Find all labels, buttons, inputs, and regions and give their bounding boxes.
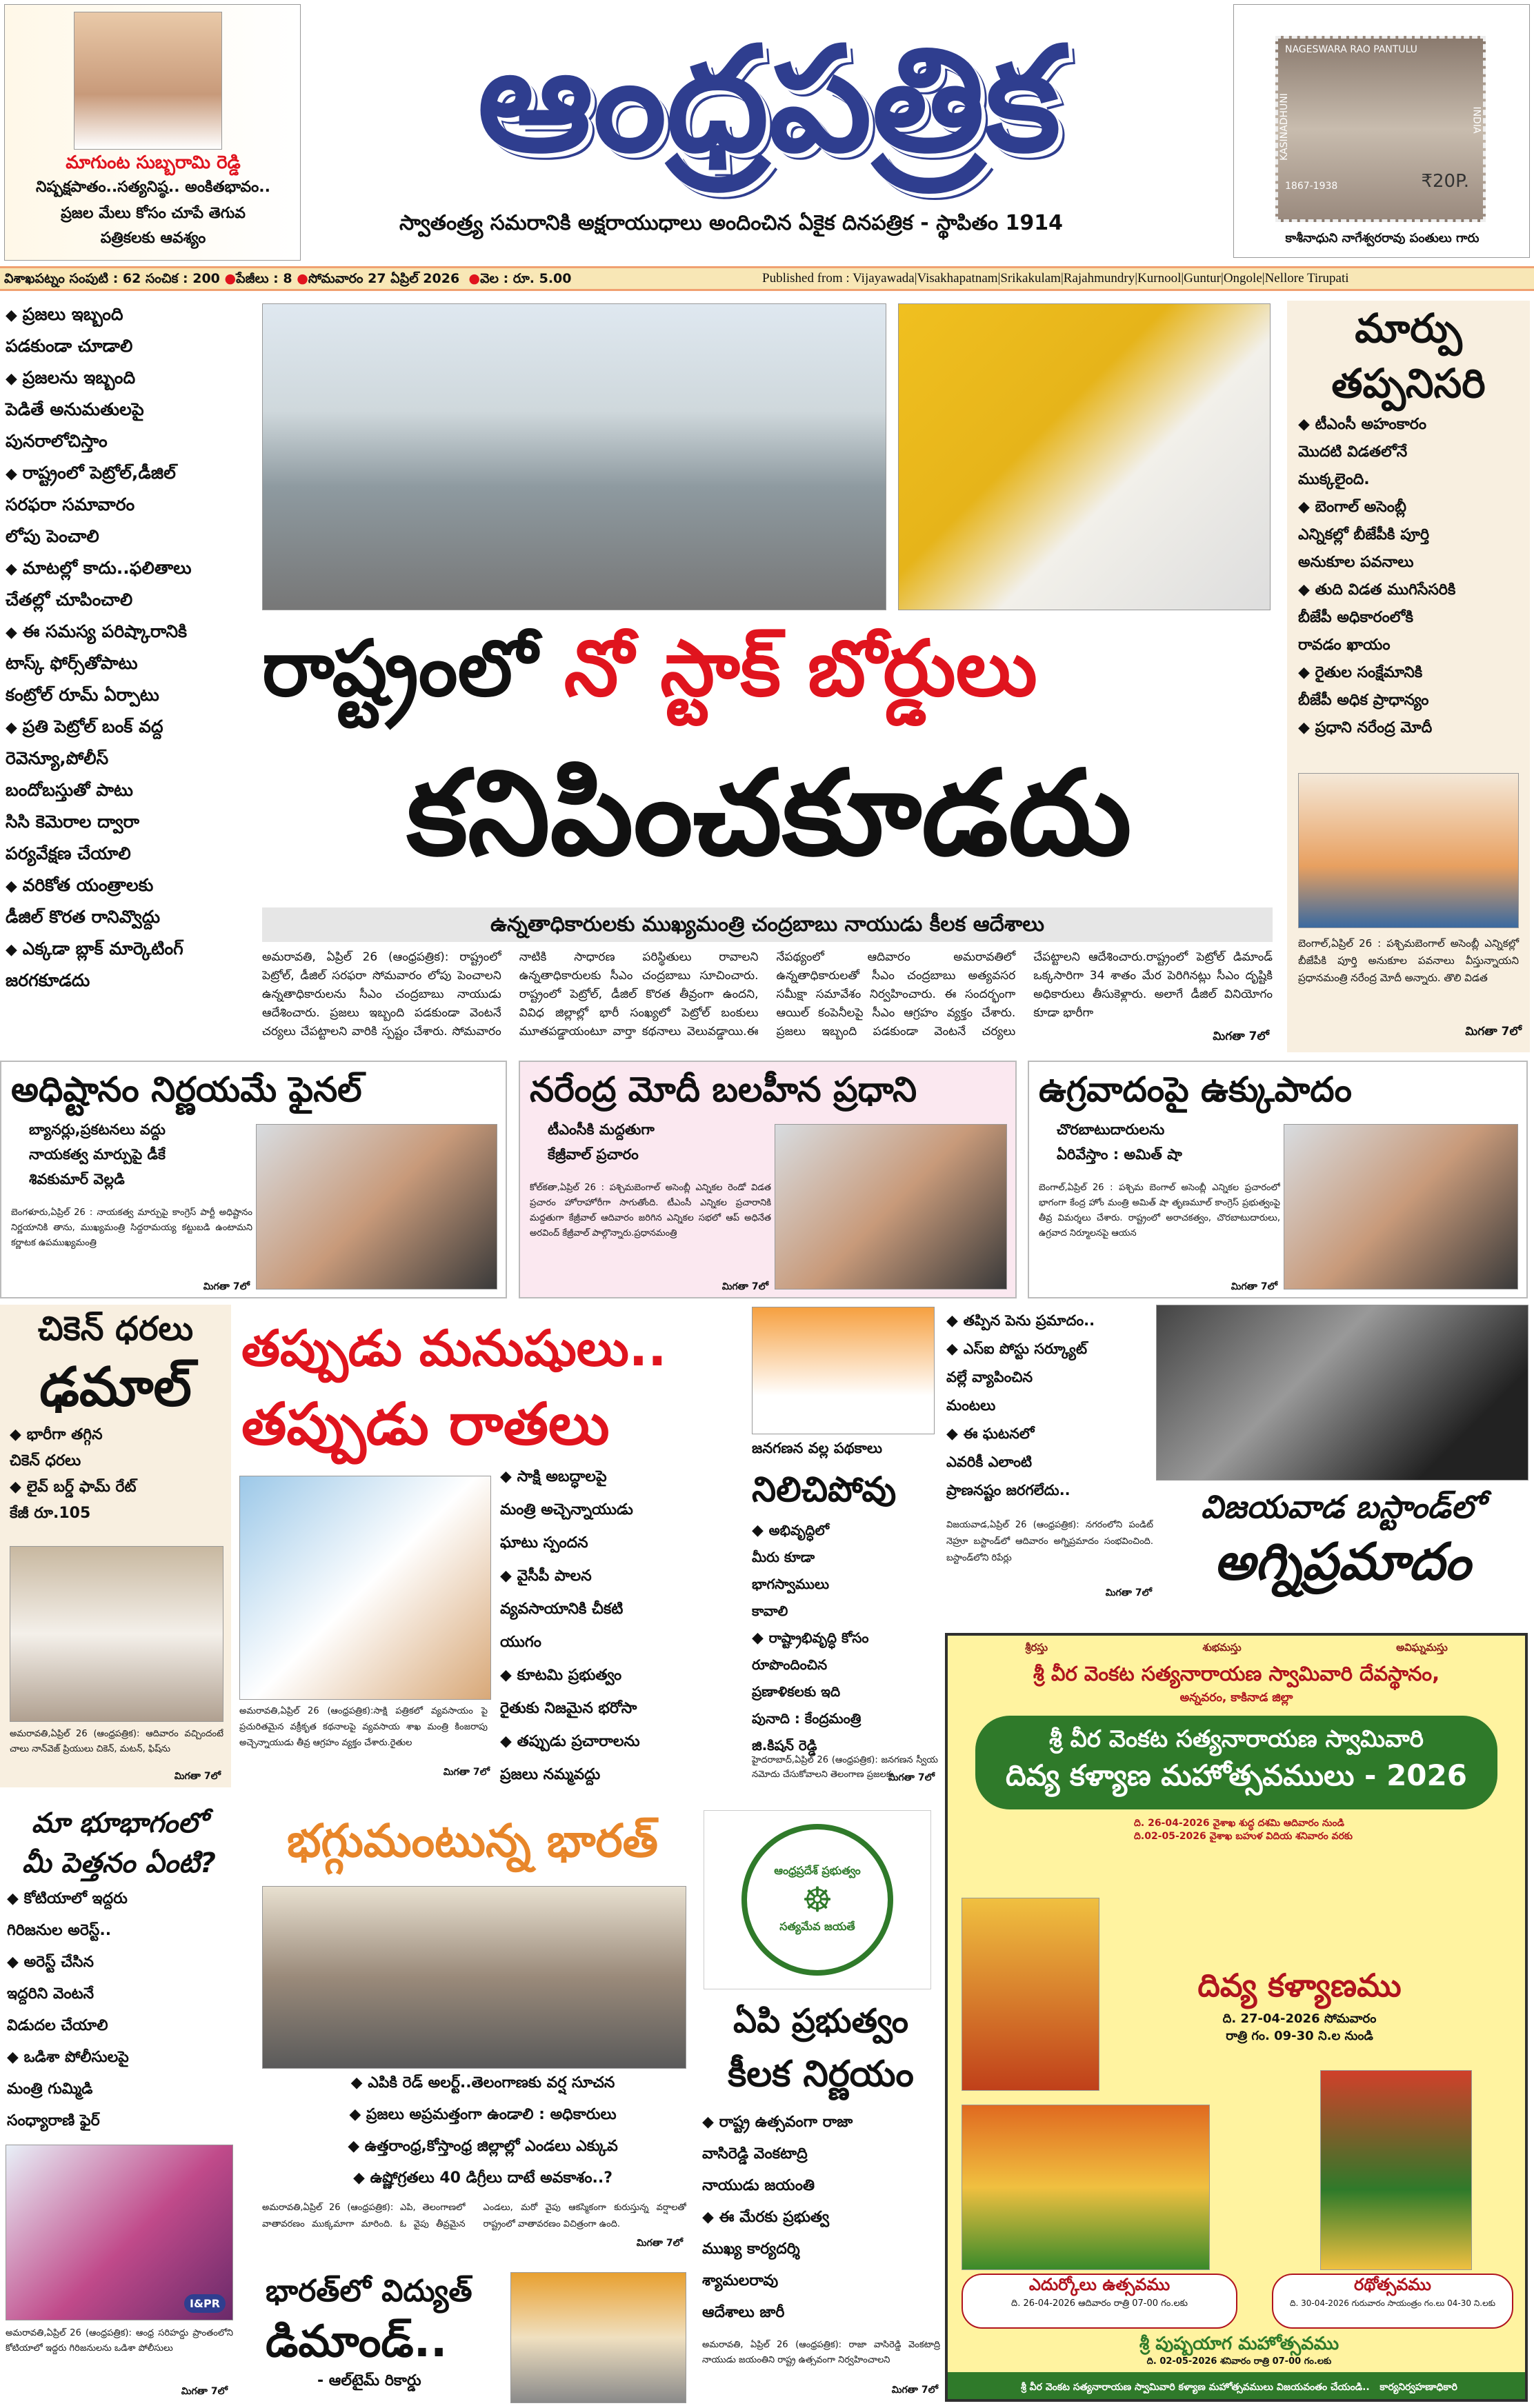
price: వెల : రూ. 5.00 (480, 271, 572, 286)
masthead-logo: ఆంధ్రపత్రిక (477, 15, 1061, 184)
kishan-reddy-photo (752, 1307, 935, 1434)
story-photo (256, 1124, 497, 1290)
modi-photo (1298, 773, 1519, 928)
bullet-item: సిసి కెమెరాల ద్వారా (6, 812, 140, 832)
kishan-continued[interactable]: మిగతా 7లో (888, 1772, 935, 1783)
kishan-kicker: జనగణన వల్ల పథకాలు (752, 1440, 882, 1456)
bullet-item: చికెన్ ధరలు (10, 1452, 81, 1469)
temple-advertisement (945, 1633, 1528, 2402)
chicken-box (0, 1305, 231, 1787)
volume-issue: విశాఖపట్నం సంపుటి : 62 సంచిక : 200 (4, 271, 220, 286)
ad-banner (975, 1716, 1497, 1809)
bullet-item: పడకుండా చూడాలి (6, 336, 133, 356)
bullet-item: చేతల్లో చూపించాలి (6, 590, 133, 610)
stamp-years: 1867-1938 (1285, 181, 1338, 192)
seal-text: ఆంధ్రప్రదేశ్ ప్రభుత్వం (774, 1864, 861, 1877)
ad-kalyanam: దివ్య కళ్యాణము (1197, 1967, 1402, 2004)
seal-motto: సత్యమేవ జయతే (779, 1920, 855, 1933)
stamp-country: INDIA (1471, 106, 1482, 134)
sponsor-quote-1: నిష్పక్షపాతం..సత్యనిష్ఠ.. అంకితభావం.. (35, 179, 271, 196)
land-continued[interactable]: మిగతా 7లో (181, 2386, 228, 2397)
bullet-item: కావాలి (752, 1603, 788, 1619)
bullet-item: ఎవరికీ ఎలాంటి (946, 1454, 1033, 1470)
chicken-photo (10, 1546, 223, 1722)
modi-title-2: తప్పనిసరి (1331, 360, 1486, 407)
bullet-item: ◆ ఒడిశా పోలీసులపై (7, 2042, 238, 2074)
bullet-item: మీరు కూడా (752, 1549, 815, 1565)
bullet-item: ◆ మాటల్లో కాదు..ఫలితాలు (6, 553, 255, 585)
ad-rathotsavam: రథోత్సవము (1354, 2275, 1431, 2294)
kishan-body: హైదరాబాద్,ఏప్రిల్ 26 (ఆంధ్రపత్రిక): జనగణన స్వీయ నమోదు చేసుకోవాలని తెలంగాణ ప్రజలకు (752, 1755, 938, 1780)
modi-continued[interactable]: మిగతా 7లో (1465, 1025, 1522, 1039)
lead-headline-2: కనిపించకూడదు (406, 745, 1132, 882)
modi-title-1: మార్పు (1355, 305, 1462, 352)
bullet-item: మంత్రి అచ్చెన్నాయుడు (500, 1501, 633, 1518)
ipr-badge: I&PR (184, 2294, 226, 2313)
bullet-item: నాయుడు జయంతి (702, 2177, 815, 2194)
ap-govt-title-2: కీలక నిర్ణయం (728, 2054, 914, 2095)
bullet-item: ప్రాణనష్టం జరగలేదు.. (946, 1482, 1070, 1498)
stamp-image (1275, 36, 1486, 222)
story-body: బెంగాల్,ఏప్రిల్ 26 : పశ్చిమ బెంగాల్ అసెంబ్లీ ఎన్నికల ప్రచారంలో భాగంగా కేంద్ర హోం మంత్రి అమిత్ షా తృణమూల్ కాంగ్రెస్ ప్రభుత్వంపై తీవ్ర విమర్శలు చేశారు. రాష్ట్రంలో అరాచకత్వం, చొరబాటుదారులు, ఉగ్రవాద నిర్మూలనపై ఆయన (1039, 1183, 1280, 1238)
story-box (519, 1061, 1017, 1298)
dateline-bar: విశాఖపట్నం సంపుటి : 62 సంచిక : 200 ●పేజీలు : 8 ●సోమవారం 27 ఏప్రిల్ 2026 ●వెల : రూ. 5.00 Published from : Vijayawada|Visakhapatnam|Srikakulam|Rajahmundry|Kurnool|Guntur|Ongole|Nellore Tirupati (0, 266, 1534, 291)
bullet-item: ◆ బెంగాల్ అసెంబ్లీ (1298, 494, 1530, 521)
bullet-item: జరగకూడదు (6, 970, 90, 990)
bullet-item: విడుదల చేయాలి (7, 2017, 108, 2034)
chandrababu-photo (898, 303, 1271, 610)
bullet-item: ముఖ్య కార్యదర్శి (702, 2240, 800, 2258)
ad-edurkolu: ఎదుర్కోలు ఉత్సవము (1028, 2275, 1171, 2294)
sponsor-photo (74, 12, 222, 150)
bullet-item: ◆ తుది విడత ముగిసేసరికి (1298, 576, 1530, 604)
story-box (1028, 1061, 1528, 1298)
chicken-bullets (0, 1422, 231, 1527)
bullet-item: పునరాలోచిస్తాం (6, 431, 108, 451)
bullet-item: గిరిజనుల అరెస్ట్.. (7, 1922, 112, 1939)
heat-bullets (276, 2067, 690, 2194)
fire-body: విజయవాడ,ఏప్రిల్ 26 (ఆంధ్రపత్రిక): నగరంలోని పండిట్ నెహ్రూ బస్టాండ్‌లో ఆదివారం అగ్నిప్రమాదం సంభవించింది. బస్టాండ్‌లోని రిపేర్లు (946, 1520, 1153, 1563)
ap-govt-continued[interactable]: మిగతా 7లో (891, 2385, 938, 2396)
ad-top-right: అవిఘ్నమస్తు (1396, 1641, 1448, 1654)
modi-bullets (1287, 411, 1530, 742)
edition: Kurnool (1137, 271, 1182, 285)
ad-top-left: శ్రీరస్తు (1025, 1641, 1048, 1654)
sponsor-quote-2: ప్రజల మేలు కోసం చూపే తెగువ (61, 205, 246, 222)
bullet-item: ◆ ప్రతి పెట్రోల్ బంక్ వద్ద (6, 712, 255, 743)
bullet-item: ◆ ప్రజలు ఇబ్బంది (6, 299, 255, 331)
story-bullet: ఏరివేస్తాం : అమిత్ షా (1057, 1146, 1182, 1163)
land-title-2: మీ పెత్తనం ఏంటి? (22, 1847, 216, 1879)
ad-place: అన్నవరం, కాకినాడ జిల్లా (1179, 1691, 1293, 1705)
bullet-item: ఎన్నికల్లో బీజేపీకి పూర్తి (1298, 526, 1430, 543)
false-news-bullets (500, 1461, 741, 1792)
lead-continued[interactable]: మిగతా 7లో (1213, 1030, 1269, 1043)
bullet-item: ◆ భారీగా తగ్గిన (10, 1422, 231, 1448)
bullet-item: శ్యామలరావు (702, 2272, 779, 2289)
story-body: కోల్‌కతా,ఏప్రిల్ 26 : పశ్చిమబెంగాల్ అసెంబ్లీ ఎన్నికల రెండో విడత ప్రచారం హోరాహోరీగా సాగుతోంది. టీఎంసీ ఎన్నికల ప్రచారానికి మద్దతుగా కేజ్రీవాల్ ఆదివారం జరిగిన ఎన్నికల సభలో ఆప్ అధినేత అరవింద్ కేజ్రీవాల్ పాల్గొన్నారు.ప్రధానమంత్రి (530, 1183, 771, 1238)
bullet-item: భాగస్వాములు (752, 1576, 830, 1592)
date: సోమవారం 27 ఏప్రిల్ 2026 (308, 271, 460, 286)
bullet-item: ◆ ఉత్తరాంధ్ర,కోస్తాంధ్ర జిల్లాల్లో ఎండలు ఎక్కువ (276, 2131, 690, 2163)
bullet-item: ◆ వైసీపీ పాలన (500, 1560, 741, 1593)
bullet-item: సరఫరా సమావారం (6, 494, 135, 514)
lead-headline-1 (262, 617, 1276, 721)
edition: Guntur (1184, 271, 1221, 285)
story-bullet: శివకుమార్ వెల్లడి (29, 1171, 125, 1187)
fire-title-2: అగ్నిప్రమాదం (1214, 1532, 1471, 1592)
ad-banner-1: శ్రీ వీర వెంకట సత్యనారాయణ స్వామివారి (1049, 1725, 1424, 1753)
bullet-item: ◆ తప్పుడు ప్రచారాలను (500, 1725, 741, 1758)
procession-image (962, 2105, 1210, 2270)
ad-edurkolu-date: ది. 26-04-2026 ఆదివారం రాత్రి 07-00 గం.లకు (1011, 2298, 1188, 2309)
bullet-item: బీజేపీ అధికారంలోకి (1298, 609, 1413, 626)
stamp-text: NAGESWARA RAO PANTULU (1285, 44, 1417, 55)
chariot-image (1320, 2070, 1472, 2270)
bullet-item: పునాది : కేంద్రమంత్రి (752, 1710, 861, 1727)
bullet-item: ప్రణాళికలకు ఇది (752, 1683, 841, 1700)
bullet-item: పర్యవేక్షణ చేయాలి (6, 843, 131, 863)
edition: Vijayawada (853, 271, 915, 285)
story-photo (1284, 1124, 1518, 1290)
bullet-item: ◆ ప్రధాని నరేంద్ర మోదీ (1298, 714, 1530, 742)
bullet-item: సంధ్యారాణి ఫైర్ (7, 2112, 100, 2129)
power-sub: - ఆల్‌టైమ్ రికార్డు (317, 2372, 421, 2389)
bullet-item: అనుకూల పవనాలు (1298, 554, 1414, 571)
bullet-item: లోపు పెంచాలి (6, 526, 99, 546)
ad-kalyanam-date: ది. 27-04-2026 సోమవారం (1222, 2011, 1377, 2026)
sponsor-box (4, 4, 301, 261)
bullet-item: కేజీ రూ.105 (10, 1505, 91, 1522)
land-box (0, 1803, 238, 2403)
ap-govt-title-1: ఏపి ప్రభుత్వం (733, 2002, 909, 2040)
bullet-item: ◆ తప్పిన పెను ప్రమాదం.. (946, 1307, 1153, 1335)
atchannaidu-photo (239, 1476, 491, 1700)
stamp-value: ₹20P. (1421, 171, 1469, 192)
heat-body: అమరావతి,ఏప్రిల్ 26 (ఆంధ్రపత్రిక): ఎపి, తెలంగాణలో వాతావరణం ముక్కమాగా మారింది. ఓ వైపు తీవ్రమైన ఎండలు, మరో వైపు ఆకస్మికంగా కురుస్తున్న వర్షాలతో రాష్ట్రంలో వాతావరణం విచిత్రంగా ఉంది. (262, 2203, 686, 2229)
story-bullet: బ్యానర్లు,ప్రకటనలు వద్దు (29, 1121, 166, 1138)
deity-image (962, 1898, 1099, 2091)
edition: Srikakulam (1000, 271, 1061, 285)
stamp-caption: కాశీనాధుని నాగేశ్వరరావు పంతులు గారు (1285, 231, 1480, 245)
land-bullets (0, 1883, 238, 2137)
story-photo (775, 1124, 1007, 1290)
power-tower-photo (510, 2272, 686, 2403)
chicken-continued[interactable]: మిగతా 7లో (174, 1771, 221, 1782)
stamp-box (1233, 4, 1530, 258)
fire-continued[interactable]: మిగతా 7లో (1105, 1587, 1152, 1598)
bullet-item: ◆ ప్రజలు అప్రమత్తంగా ఉండాలి : అధికారులు (276, 2099, 690, 2131)
false-news-continued[interactable]: మిగతా 7లో (443, 1767, 490, 1778)
bullet-item: ◆ ఎక్కడా బ్లాక్ మార్కెటింగ్ (6, 934, 255, 965)
ad-dates-2: ది.02-05-2026 వైశాఖ బహుళ విదియ శనివారం వరకు (1134, 1831, 1353, 1842)
ad-banner-2: దివ్య కళ్యాణ మహోత్సవములు - 2026 (1006, 1758, 1467, 1792)
ad-kalyanam-time: రాత్రి గం. 09-30 ని.ల నుండి (1226, 2029, 1373, 2043)
kishan-bullets (752, 1517, 938, 1759)
bullet-item: కంట్రోల్ రూమ్ ఏర్పాటు (6, 685, 159, 705)
story-continued[interactable]: మిగతా 7లో (1231, 1281, 1277, 1292)
ap-seal: ఆంధ్రప్రదేశ్ ప్రభుత్వం ☸ సత్యమేవ జయతే (704, 1810, 931, 1989)
power-title-2: డిమాండ్.. (266, 2316, 448, 2367)
ad-footer (948, 2372, 1528, 2402)
bullet-item: మంటలు (946, 1397, 996, 1414)
bullet-item: ఇద్దరిని వెంటనే (7, 1985, 94, 2003)
bullet-item: మొదటి విడతలోనే (1298, 443, 1408, 461)
bullet-item: ◆ ప్రజలను ఇబ్బంది (6, 363, 255, 394)
fire-bullets (946, 1307, 1153, 1505)
bullet-item: ◆ టీఎంసీ అహంకారం (1298, 411, 1530, 439)
bullet-item: ◆ కోటియాలో ఇద్దరు (7, 1883, 238, 1915)
sponsor-name: మాగుంట సుబ్బరామి రెడ్డి (66, 152, 241, 173)
bullet-item: రైతుకు నిజమైన భరోసా (500, 1700, 637, 1717)
bullet-item: వ్యవసాయానికి చీకటి (500, 1601, 624, 1618)
story-bullet: నాయకత్వ మార్పుపై డీకే (29, 1146, 166, 1163)
ad-dates-1: ది. 26-04-2026 వైశాఖ శుద్ధ దశమి ఆదివారం నుండి (1134, 1818, 1344, 1829)
bullet-item: ◆ రాష్ట్ర ఉత్సవంగా రాజా (702, 2107, 940, 2138)
ad-pushpayaga-date: ది. 02-05-2026 శనివారం రాత్రి 07-00 గం.లకు (1146, 2356, 1332, 2367)
stamp-side: KASINADHUNI (1278, 93, 1290, 161)
bullet-item: ◆ కూటమి ప్రభుత్వం (500, 1659, 741, 1692)
chicken-body: అమరావతి,ఏప్రిల్ 26 (ఆంధ్రపత్రిక): ఆదివారం వచ్చిందంటే చాలు నాన్‌వెజ్ ప్రియులు చికెన్, మటన్, ఫిష్‌ను (10, 1729, 223, 1754)
masthead-tagline: స్వాతంత్ర్య సమరానికి అక్షరాయుధాలు అందించిన ఏకైక దినపత్రిక - స్థాపితం 1914 (399, 211, 1063, 235)
edition: Rajahmundry (1063, 271, 1135, 285)
bullet-item: ◆ ఎస్‌ఐ పోస్టు సర్క్యూట్ (946, 1335, 1153, 1363)
bullet-item: జి.కిషన్ రెడ్డి (752, 1737, 817, 1754)
modi-body: బెంగాల్,ఏప్రిల్ 26 : పశ్చిమబెంగాల్ అసెంబ్లీ ఎన్నికల్లో బీజేపీకి పూర్తి అనుకూల పవనాలు వీస్తున్నాయని ప్రధానమంత్రి నరేంద్ర మోదీ అన్నారు. తొలి విడత (1298, 937, 1519, 984)
bullet-item: ◆ ఉష్ణోగ్రతలు 40 డిగ్రీలు దాటే అవకాశం..? (276, 2163, 690, 2194)
petrol-bunk-photo (262, 303, 886, 610)
land-body: అమరావతి,ఏప్రిల్ 26 (ఆంధ్రపత్రిక): ఆంధ్ర సరిహద్దు ప్రాంతంలోని కోటియాలో ఇద్దరు గిరిజనులను ఒడిశా పోలీసులు (6, 2328, 233, 2354)
lead-headline-1b: నో స్టాక్ బోర్డులు (564, 624, 1037, 714)
bullet-item: రావడం ఖాయం (1298, 636, 1391, 654)
kishan-title: నిలిచిపోవు (752, 1469, 897, 1509)
fire-photo (1156, 1305, 1528, 1481)
bullet-item: ◆ లైవ్ బర్డ్ ఫామ్ రేట్ (10, 1474, 231, 1501)
bullet-item: బందోబస్తుతో పాటు (6, 780, 133, 800)
ad-rathotsavam-date: ది. 30-04-2026 గురువారం సాయంత్రం గం.లు 04-30 ని.లకు (1290, 2298, 1495, 2308)
bullet-item: ◆ సాక్షి అబద్ధాలపై (500, 1461, 741, 1494)
story-title: అధిష్టానం నిర్ణయమే ఫైనల్ (11, 1070, 362, 1110)
bullet-item: ప్రజలు నమ్మవద్దు (500, 1766, 601, 1783)
ap-govt-body: అమరావతి, ఏప్రిల్ 26 (ఆంధ్రపత్రిక): రాజా వాసిరెడ్డి వెంకటాద్రి నాయుడు జయంతిని రాష్ట్ర ఉత్సవంగా నిర్వహించాలని (702, 2340, 940, 2365)
story-bullet: కేజ్రీవాల్ ప్రచారం (548, 1146, 639, 1163)
false-news-title-1: తప్పుడు మనుషులు.. (241, 1319, 667, 1377)
chicken-title-1: చికెన్ ధరలు (37, 1310, 194, 1348)
bullet-item: ఘాటు స్పందన (500, 1534, 588, 1552)
edition: Ongole (1223, 271, 1262, 285)
ap-govt-bullets (702, 2107, 940, 2329)
bullet-item: ముక్కలైంది. (1298, 471, 1370, 488)
story-continued[interactable]: మిగతా 7లో (721, 1281, 768, 1292)
bullet-item: ◆ అరెస్ట్ చేసిన (7, 1947, 238, 1978)
bullet-item: ◆ ఈ ఘటనలో (946, 1420, 1153, 1448)
bullet-item: ◆ వరికోత యంత్రాలకు (6, 870, 255, 902)
sponsor-quote-3: పత్రికలకు ఆవశ్యం (100, 230, 206, 247)
power-title-1: భారత్‌లో విద్యుత్ (266, 2274, 472, 2309)
story-box (0, 1061, 507, 1298)
bullet-item: ◆ రాష్ట్రాభివృద్ధి కోసం (752, 1625, 938, 1652)
lead-body: అమరావతి, ఏప్రిల్ 26 (ఆంధ్రపత్రిక): రాష్ట్రంలో పెట్రోల్, డీజిల్ సరఫరా సోమవారం లోపు పెంచాలని ఉన్నతాధికారులను సీఎం చంద్రబాబు నాయుడు ఆదేశించారు. ప్రజలు ఇబ్బంది పడకుండా వెంటనే చర్యలు చేపట్టాలని వారికి స్పష్టం చేశారు. సోమవారం నాటికి సాధారణ పరిస్థితులు రావాలని ఉన్నతాధికారులకు సీఎం చంద్రబాబు సూచించారు. రాష్ట్రంలో పెట్రోల్, డీజిల్ కొరత తీవ్రంగా ఉందని, వివిధ జిల్లాల్లో భారీ సంఖ్యలో పెట్రోల్ బంకులు మూతపడ్డాయంటూ వార్తా కథనాలు వెలువడ్డాయి.ఈ నేపథ్యంలో ఆదివారం అమరావతిలో ఉన్నతాధికారులతో సీఎం చంద్రబాబు అత్యవసర సమీక్షా సమావేశం నిర్వహించారు. ఈ సందర్భంగా ఆయిల్ కంపెనీలపై సీఎం ఆగ్రహం వ్యక్తం చేశారు. ప్రజలు ఇబ్బంది పడకుండా వెంటనే చర్యలు చేపట్టాలని ఆదేశించారు.రాష్ట్రంలో పెట్రోల్ డిమాండ్ ఒక్కసారిగా 34 శాతం మేర పెరిగినట్లు సీఎం దృష్టికి అధికారులు తీసుకెళ్లారు. అలాగే డీజిల్ వినియోగం కూడా భారీగా (262, 950, 1273, 1039)
bullet-item: వల్లే వ్యాపించిన (946, 1369, 1033, 1385)
left-bullets (6, 299, 255, 997)
edition: Nellore (1264, 271, 1304, 285)
land-title-1: మా భూభాగంలో (31, 1807, 207, 1839)
story-continued[interactable]: మిగతా 7లో (203, 1281, 250, 1292)
ad-ratham-box (1272, 2274, 1513, 2329)
heat-continued[interactable]: మిగతా 7లో (636, 2238, 683, 2249)
false-news-body: అమరావతి,ఏప్రిల్ 26 (ఆంధ్రపత్రిక):సాక్షి పత్రికలో వ్యవసాయం పై ప్రచురితమైన వక్రీకృత కథనాలపై వ్యవసాయ శాఖ మంత్రి కింజరాపు అచ్చెన్నాయుడు తీవ్ర ఆగ్రహం వ్యక్తం చేశారు.రైతుల (239, 1706, 488, 1748)
bullet-item: ఆదేశాలు జారీ (702, 2304, 785, 2321)
bullet-item: బీజేపీ అధిక ప్రాధాన్యం (1298, 692, 1429, 709)
story-body: బెంగళూరు,ఏప్రిల్ 26 : నాయకత్వ మార్పుపై కాంగ్రెస్ పార్టీ అధిష్టానం నిర్ణయానికి తాను, ముఖ్యమంత్రి సిద్దరామయ్య కట్టుబడి ఉంటామని కర్ణాటక ఉపముఖ్యమంత్రి (11, 1207, 252, 1248)
ad-pushpayaga: శ్రీ పుష్పయాగ మహోత్సవము (1139, 2334, 1339, 2354)
lead-headline-1a: రాష్ట్రంలో (262, 624, 564, 714)
bullet-item: టాస్క్ ఫోర్స్‌తోపాటు (6, 653, 138, 673)
modi-box (1287, 301, 1530, 1052)
bullet-item: ◆ అభివృద్ధిలో (752, 1517, 938, 1544)
bullet-item: వాసిరెడ్డి వెంకటాద్రి (702, 2145, 808, 2163)
story-bullet: టీఎంసీకి మద్దతుగా (548, 1121, 655, 1138)
pages: పేజీలు : 8 (236, 271, 292, 286)
bullet-item: ◆ రాష్ట్రంలో పెట్రోల్,డీజిల్ (6, 458, 255, 490)
bullet-item: డీజిల్ కొరత రానివ్వొద్దు (6, 907, 161, 927)
ad-edurkolu-box (962, 2274, 1237, 2329)
ad-footer-text: శ్రీ వీర వెంకట సత్యనారాయణ స్వామివారి కళ్యాణ మహోత్సవములు విజయవంతం చేయండి.. (1021, 2382, 1370, 2393)
heat-title: భగ్గుమంటున్న భారత్ (286, 1814, 659, 1867)
bullet-item: యుగం (500, 1634, 541, 1651)
edition: Visakhapatnam (917, 271, 998, 285)
bullet-item: మంత్రి గుమ్మిడి (7, 2080, 93, 2098)
false-news-title-2: తప్పుడు రాతలు (241, 1390, 610, 1458)
published-from: Published from : (762, 271, 850, 285)
bullet-item: ◆ రైతుల సంక్షేమానికి (1298, 659, 1530, 687)
bullet-item: ◆ ఎపికి రెడ్ అలర్ట్..తెలంగాణకు వర్ష సూచన (276, 2067, 690, 2099)
bullet-item: పెడితే అనుమతులపై (6, 399, 144, 419)
bullet-item: ◆ ఈ మేరకు ప్రభుత్వ (702, 2202, 940, 2234)
bullet-item: రూపొందించిన (752, 1656, 828, 1673)
ad-top-mid: శుభమస్తు (1202, 1641, 1242, 1654)
edition: Tirupati (1306, 271, 1349, 285)
chicken-title-2: ఢమాల్ (39, 1356, 192, 1418)
sandhyarani-photo (6, 2145, 233, 2320)
fire-title-1: విజయవాడ బస్టాండ్‌లో (1201, 1488, 1484, 1525)
story-title: ఉగ్రవాదంపై ఉక్కుపాదం (1039, 1070, 1352, 1110)
story-title: నరేంద్ర మోదీ బలహీన ప్రధాని (530, 1070, 917, 1110)
ad-footer-right: కార్యనిర్వహణాధికారి (1379, 2382, 1457, 2393)
story-bullet: చొరబాటుదారులను (1057, 1121, 1165, 1138)
bullet-item: ◆ ఈ సమస్య పరిష్కారానికి (6, 616, 255, 648)
lead-subhead: ఉన్నతాధికారులకు ముఖ్యమంత్రి చంద్రబాబు నాయుడు కీలక ఆదేశాలు (262, 907, 1273, 942)
ad-temple: శ్రీ వీర వెంకట సత్యనారాయణ స్వామివారి దేవస్థానం, (1033, 1662, 1440, 1685)
heat-photo (262, 1886, 686, 2069)
bullet-item: రెవెన్యూ,పోలీస్ (6, 748, 109, 768)
